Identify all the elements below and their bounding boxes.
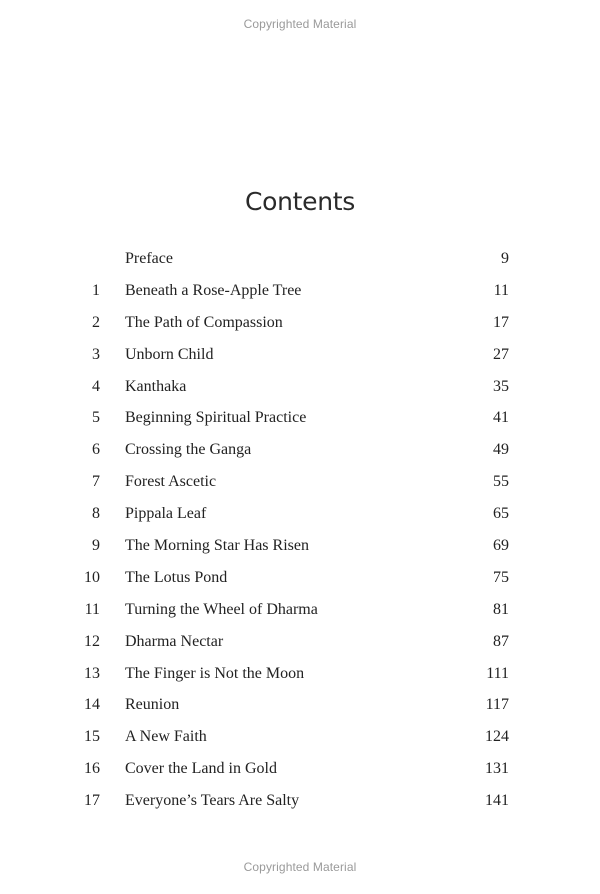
page-number: 27 [493, 345, 509, 363]
chapter-title: Beginning Spiritual Practice [125, 409, 307, 427]
page-title: Contents [244, 186, 356, 216]
chapter-number: 16 [84, 760, 100, 778]
chapter-title: Turning the Wheel of Dharma [125, 600, 318, 618]
chapter-number: 2 [92, 313, 100, 331]
table-of-contents [0, 244, 600, 818]
page-number: 111 [486, 664, 509, 682]
chapter-number: 5 [92, 409, 100, 427]
toc-entry[interactable] [0, 595, 600, 627]
chapter-title: Crossing the Ganga [125, 441, 252, 459]
chapter-number: 15 [84, 728, 100, 746]
chapter-title: Reunion [125, 696, 180, 714]
chapter-title: A New Faith [125, 728, 207, 746]
toc-entry[interactable] [0, 467, 600, 499]
page-number: 87 [493, 632, 509, 650]
chapter-number: 14 [84, 696, 100, 714]
copyright-watermark-top: Copyrighted Material [243, 17, 357, 31]
chapter-title: Everyone’s Tears Are Salty [125, 792, 300, 810]
page-number: 41 [493, 409, 509, 427]
toc-entry[interactable] [0, 754, 600, 786]
toc-entry[interactable] [0, 435, 600, 467]
page-number: 69 [493, 537, 509, 555]
page-number: 117 [485, 696, 509, 714]
chapter-title: Unborn Child [125, 345, 214, 363]
page-number: 35 [493, 377, 509, 395]
toc-entry[interactable] [0, 690, 600, 722]
toc-entry[interactable] [0, 786, 600, 818]
page-number: 9 [501, 250, 509, 267]
page-number: 124 [485, 728, 509, 746]
chapter-number: 13 [84, 664, 100, 682]
chapter-title: The Morning Star Has Risen [125, 537, 309, 555]
page-number: 131 [485, 760, 509, 778]
page-number: 65 [493, 505, 509, 523]
toc-entry[interactable] [0, 276, 600, 308]
toc-entry[interactable] [0, 499, 600, 531]
page-number: 49 [493, 441, 509, 459]
page-number: 81 [493, 600, 509, 618]
page-number: 17 [493, 313, 509, 331]
chapter-number: 6 [92, 441, 100, 459]
chapter-title: Kanthaka [125, 377, 187, 395]
page-number: 55 [493, 473, 509, 491]
chapter-title: The Path of Compassion [125, 313, 283, 331]
chapter-title: The Finger is Not the Moon [125, 664, 305, 682]
toc-entry[interactable] [0, 627, 600, 659]
toc-entry[interactable] [0, 531, 600, 563]
chapter-number: 11 [84, 600, 100, 618]
chapter-title: Pippala Leaf [125, 505, 207, 523]
page-number: 141 [485, 792, 509, 810]
page-number: 11 [493, 281, 509, 299]
chapter-title: The Lotus Pond [125, 568, 228, 586]
chapter-number: 17 [84, 792, 100, 810]
chapter-title: Cover the Land in Gold [125, 760, 277, 778]
toc-entry[interactable] [0, 340, 600, 372]
chapter-number: 3 [92, 345, 100, 363]
chapter-title: Beneath a Rose-Apple Tree [125, 281, 302, 299]
toc-entry[interactable] [0, 372, 600, 404]
page-number: 75 [493, 568, 509, 586]
chapter-title: Preface [125, 250, 173, 267]
chapter-number: 8 [92, 505, 100, 523]
chapter-number: 10 [84, 568, 100, 586]
chapter-title: Dharma Nectar [125, 632, 224, 650]
chapter-number: 4 [92, 377, 100, 395]
chapter-title: Forest Ascetic [125, 473, 217, 491]
toc-entry[interactable] [0, 403, 600, 435]
toc-entry[interactable] [0, 308, 600, 340]
toc-entry[interactable] [0, 244, 600, 276]
chapter-number: 7 [92, 473, 100, 491]
toc-entry[interactable] [0, 722, 600, 754]
chapter-number: 1 [92, 281, 100, 299]
chapter-number: 12 [84, 632, 100, 650]
toc-entry[interactable] [0, 563, 600, 595]
chapter-number: 9 [92, 537, 100, 555]
toc-entry[interactable] [0, 659, 600, 691]
copyright-watermark-bottom: Copyrighted Material [243, 860, 357, 874]
